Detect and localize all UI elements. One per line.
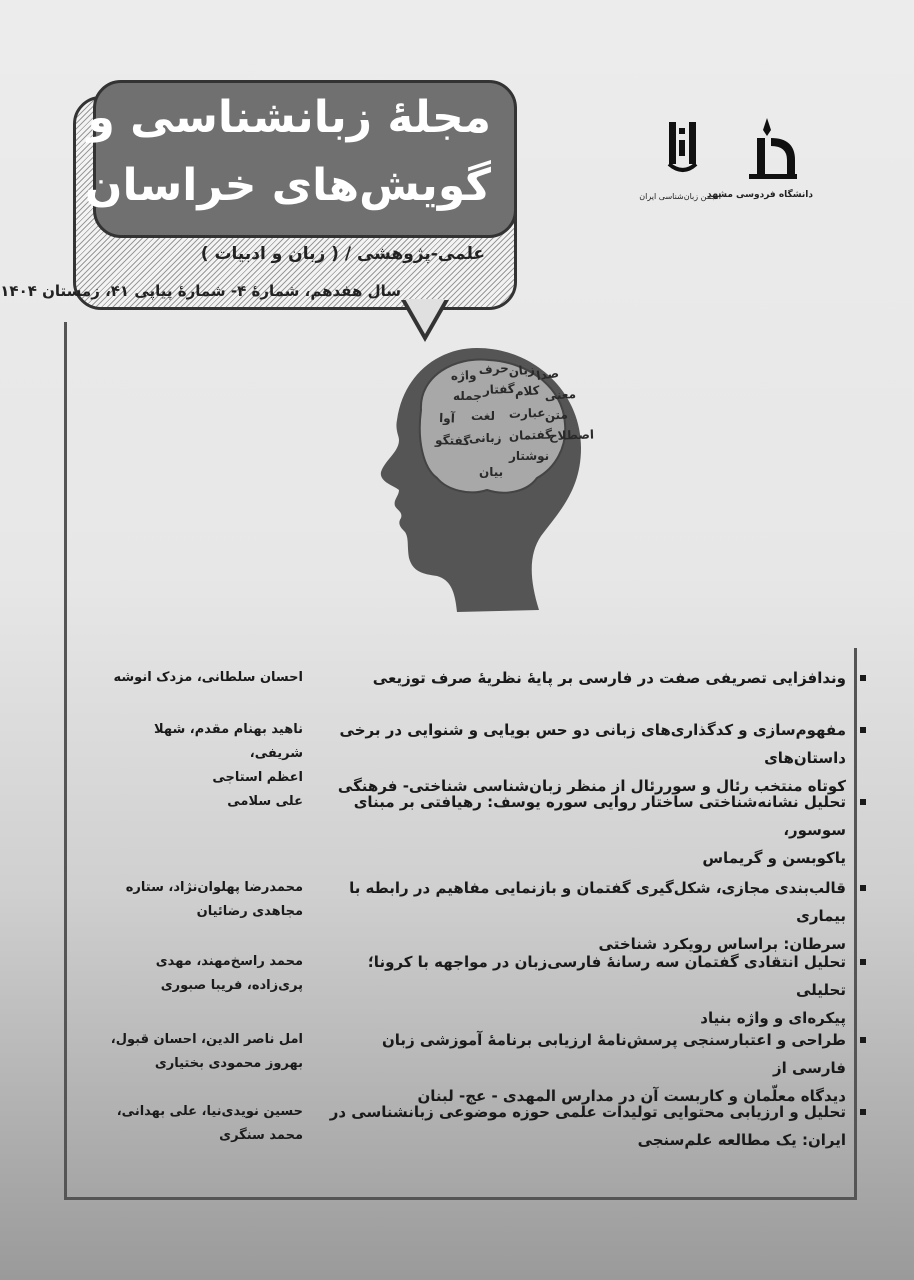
article-title-line: پیکره‌ای و واژه بنیاد (700, 1009, 846, 1027)
article-title-line: تحلیل نشانه‌شناختی ساختار روایی سوره یوسف: رهیافتی بر مبنای سوسور، (353, 793, 846, 839)
brain-word: جمله (453, 389, 482, 403)
brain-word: گفتار (482, 381, 516, 397)
association-logo (661, 118, 705, 182)
article-title[interactable] (326, 1098, 846, 1154)
brain-word: اصطلاح (548, 427, 595, 443)
toc-bullet (860, 959, 866, 965)
brain-word: گفتمان (508, 427, 553, 443)
article-authors (103, 1028, 303, 1076)
brain-word: گفتگو (434, 433, 471, 449)
article-title-line: مفهوم‌سازی و کدگذاری‌های زبانی دو حس بویایی و شنوایی در برخی داستان‌های (339, 721, 846, 767)
article-title-line: وندافزایی تصریفی صفت در فارسی بر پایهٔ نظریهٔ صرف توزیعی (372, 669, 846, 687)
article-title-line: کوتاه منتخب رئال و سوررئال از منظر زبان‌شناسی شناختی- فرهنگی (337, 777, 846, 795)
article-authors-line: مجاهدی رضائیان (196, 904, 303, 919)
toc-bullet (860, 799, 866, 805)
article-title-line: دیدگاه معلّمان و کاربست آن در مدارس المهدی - عج- لبنان (417, 1087, 846, 1105)
brain-word: متن (544, 407, 569, 423)
brain-word: کلام (514, 383, 541, 399)
frame-bottom-line (64, 1197, 857, 1200)
article-authors (103, 1100, 303, 1148)
article-authors-line: محمد راسخ‌مهند، مهدی (155, 954, 303, 969)
article-title[interactable] (326, 664, 846, 692)
brain-word: زبان (507, 362, 536, 379)
article-authors (103, 950, 303, 998)
article-authors (103, 666, 303, 690)
article-title-line: یاکوبسن و گریماس (702, 849, 846, 867)
brain-word: صدا (535, 365, 560, 383)
university-logo (737, 116, 803, 190)
article-authors-line: امل ناصر الدین، احسان قبول، (110, 1032, 303, 1047)
frame-left-line (64, 322, 67, 1200)
article-authors-line: ناهید بهنام مقدم، شهلا شریفی، (154, 722, 303, 761)
article-title-line: ایران: یک مطالعه علم‌سنجی (637, 1131, 846, 1149)
brain-word: عبارت (508, 405, 546, 421)
article-authors-line: اعظم استاجی (212, 770, 303, 785)
journal-subtitle: علمی-پژوهشی / ( زبان و ادبیات ) (200, 244, 485, 264)
article-authors (103, 790, 303, 814)
toc-bullet (860, 727, 866, 733)
brain-word: واژه (450, 368, 477, 383)
article-title-line: قالب‌بندی مجازی، شکل‌گیری گفتمان و بازنمایی مفاهیم در رابطه با بیماری (349, 879, 846, 925)
journal-title-line1: مجلهٔ زبانشناسی و (87, 92, 491, 143)
brain-word: حرف (478, 360, 510, 377)
article-authors-line: محمد سنگری (219, 1128, 303, 1143)
article-authors (103, 876, 303, 924)
issue-info: سال هفدهم، شمارهٔ ۴- شمارهٔ پیاپی ۴۱، زمستان ۱۴۰۴ (0, 282, 401, 300)
article-title[interactable] (326, 788, 846, 872)
article-title-line: تحلیل و ارزیابی محتوایی تولیدات علمی حوزه موضوعی زبانشناسی در (329, 1103, 846, 1121)
toc-bullet (860, 885, 866, 891)
brain-word: آوا (438, 411, 456, 426)
article-authors-line: بهروز محمودی بختیاری (154, 1056, 303, 1071)
article-title[interactable] (326, 874, 846, 958)
brain-word: زبانی (469, 431, 502, 445)
article-title[interactable] (326, 948, 846, 1032)
article-authors (103, 718, 303, 790)
article-title-line: تحلیل انتقادی گفتمان سه رسانهٔ فارسی‌زبان در مواجهه با کرونا؛ تحلیلی (367, 953, 846, 999)
article-authors-line: احسان سلطانی، مزدک انوشه (113, 670, 303, 685)
bubble-tail-inner (405, 299, 445, 334)
article-authors-line: علی سلامی (227, 794, 303, 809)
head-brain-illustration (359, 340, 595, 620)
brain-word: لغت (471, 409, 495, 423)
toc-bullet (860, 1037, 866, 1043)
article-authors-line: حسین نویدی‌نیا، علی بهدانی، (116, 1104, 303, 1119)
article-authors-line: پری‌زاده، فریبا صبوری (160, 978, 303, 993)
frame-right-line (854, 648, 857, 1200)
article-title-line: سرطان: براساس رویکرد شناختی (598, 935, 846, 953)
toc-bullet (860, 675, 866, 681)
brain-word: معنی (544, 386, 577, 403)
association-caption: انجمن زبان‌شناسی ایران (639, 192, 721, 201)
toc-bullet (860, 1109, 866, 1115)
article-title-line: طراحی و اعتبارسنجی پرسش‌نامهٔ ارزیابی برنامهٔ آموزشی زبان فارسی از (382, 1031, 846, 1077)
journal-title-line2: گویش‌های خراسان (84, 160, 491, 211)
article-authors-line: محمدرضا پهلوان‌نژاد، ستاره (125, 880, 303, 895)
university-caption: دانشگاه فردوسی مشهد (707, 190, 813, 200)
brain-word: نوشتار (509, 449, 550, 463)
brain-word: بیان (479, 465, 504, 479)
